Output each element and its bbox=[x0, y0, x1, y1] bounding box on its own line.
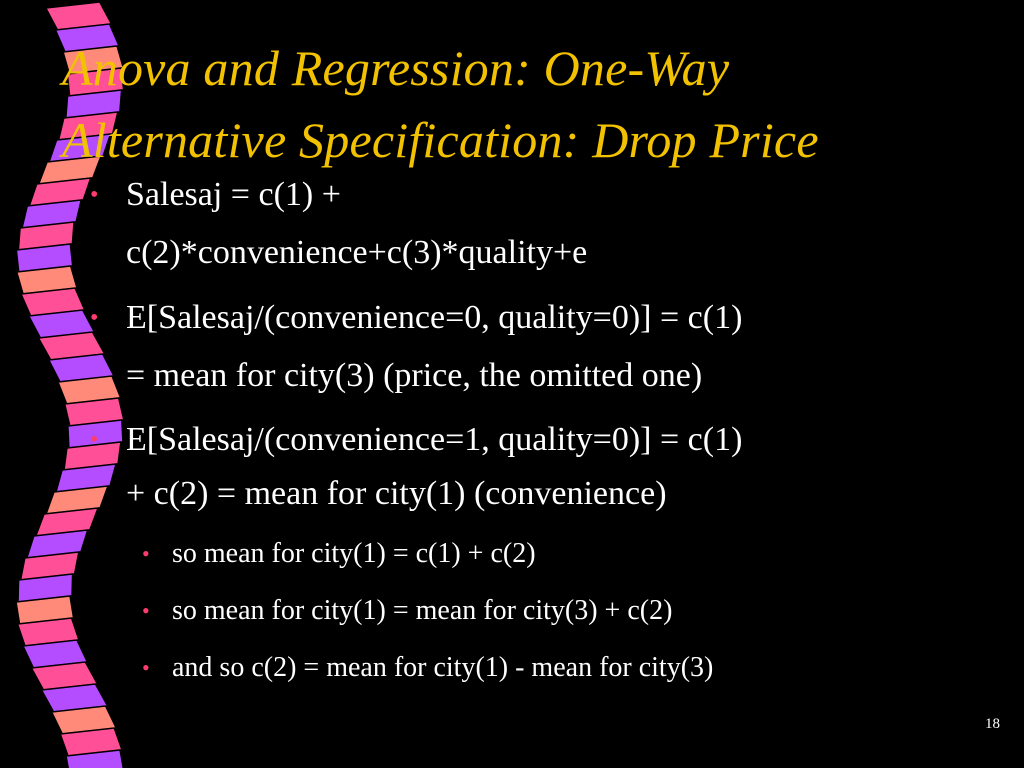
bullet-2-line-2: = mean for city(3) (price, the omitted one) bbox=[126, 357, 703, 394]
bullet-1-marker: • bbox=[90, 182, 99, 208]
page-number: 18 bbox=[985, 716, 1000, 732]
sub-bullet-2: so mean for city(1) = mean for city(3) + c(2) bbox=[172, 595, 673, 626]
bullet-3-marker: • bbox=[90, 427, 99, 453]
sub-bullet-1: so mean for city(1) = c(1) + c(2) bbox=[172, 538, 536, 569]
slide-title-line-2: Alternative Specification: Drop Price bbox=[62, 112, 819, 168]
bullet-1-line-2: c(2)*convenience+c(3)*quality+e bbox=[126, 234, 588, 271]
bullet-1-line-1: Salesaj = c(1) + bbox=[126, 176, 341, 213]
bullet-3-line-1: E[Salesaj/(convenience=1, quality=0)] = c(1) bbox=[126, 421, 743, 458]
bullet-2-marker: • bbox=[90, 305, 99, 331]
bullet-2-line-1: E[Salesaj/(convenience=0, quality=0)] = c(1) bbox=[126, 299, 743, 336]
sub-bullet-1-marker: • bbox=[142, 541, 150, 566]
slide-title-line-1: Anova and Regression: One-Way bbox=[62, 40, 730, 96]
sub-bullet-3-marker: • bbox=[142, 655, 150, 680]
sub-bullet-3: and so c(2) = mean for city(1) - mean for city(3) bbox=[172, 652, 714, 683]
bullet-3-line-2: + c(2) = mean for city(1) (convenience) bbox=[126, 475, 667, 512]
sub-bullet-2-marker: • bbox=[142, 598, 150, 623]
